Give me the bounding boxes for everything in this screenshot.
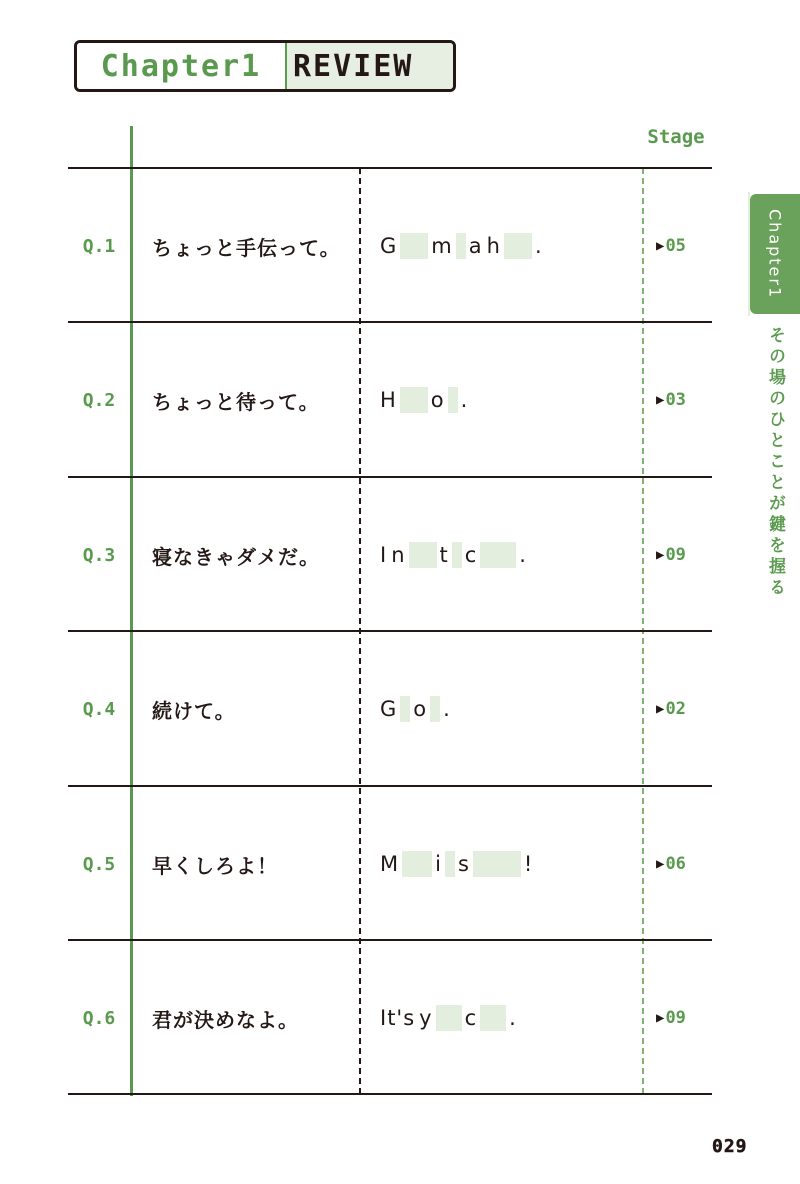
answer-blank[interactable]	[400, 696, 410, 722]
answer-blank[interactable]	[480, 1005, 506, 1031]
table-row	[68, 787, 712, 941]
chapter-title: Chapter1	[77, 43, 285, 89]
table-row	[68, 323, 712, 477]
play-arrow-icon: ▶	[656, 392, 665, 408]
table-row	[68, 632, 712, 786]
stage-number: 02	[665, 699, 686, 719]
english-answer	[378, 941, 519, 1095]
chapter-title-badge	[74, 40, 456, 92]
question-number: Q.4	[82, 698, 116, 720]
question-number: Q.5	[82, 853, 116, 875]
english-answer	[378, 169, 545, 323]
answer-letter: n	[391, 543, 406, 567]
table-row	[68, 941, 712, 1095]
english-answer	[378, 787, 535, 941]
answer-letter: G	[380, 697, 398, 721]
play-arrow-icon: ▶	[656, 238, 665, 254]
english-answer	[378, 478, 529, 632]
answer-letter: o	[413, 697, 428, 721]
answer-blank[interactable]	[452, 542, 462, 568]
play-arrow-icon: ▶	[656, 547, 665, 563]
question-number: Q.3	[82, 544, 116, 566]
question-number: Q.2	[82, 389, 116, 411]
answer-letter: H	[380, 388, 397, 412]
page-number: 029	[712, 1136, 748, 1157]
answer-letter: It's	[380, 1006, 416, 1030]
answer-letter: h	[486, 234, 501, 258]
answer-letter: I	[380, 543, 388, 567]
answer-blank[interactable]	[445, 851, 455, 877]
play-arrow-icon: ▶	[656, 1010, 665, 1026]
answer-blank[interactable]	[402, 851, 432, 877]
question-number: Q.6	[82, 1007, 116, 1029]
chapter-side-caption: その場のひとことが鍵を握る	[765, 326, 785, 599]
stage-reference	[656, 478, 686, 632]
answer-letter: i	[435, 852, 442, 876]
stage-reference	[656, 632, 686, 786]
question-number: Q.1	[82, 235, 116, 257]
stage-number: 03	[665, 390, 686, 410]
english-answer	[378, 632, 453, 786]
answer-letter: a	[468, 234, 483, 258]
answer-letter: .	[534, 234, 543, 258]
stage-number: 09	[665, 1008, 686, 1028]
answer-letter: M	[380, 852, 400, 876]
play-arrow-icon: ▶	[656, 856, 665, 872]
japanese-phrase: 続けて。	[152, 698, 236, 723]
answer-blank[interactable]	[409, 542, 437, 568]
japanese-phrase: 寝なきゃダメだ。	[152, 544, 320, 569]
answer-blank[interactable]	[436, 1005, 462, 1031]
answer-letter: .	[443, 697, 451, 721]
answer-blank[interactable]	[456, 233, 466, 259]
stage-number: 05	[665, 236, 686, 256]
chapter-side-tab-label: Chapter1	[765, 208, 785, 300]
answer-letter: c	[464, 543, 478, 567]
japanese-phrase: 早くしろよ！	[152, 853, 278, 878]
english-answer	[378, 323, 470, 477]
answer-blank[interactable]	[400, 387, 428, 413]
answer-blank[interactable]	[430, 696, 440, 722]
stage-column-header: Stage	[647, 126, 705, 148]
answer-letter: y	[419, 1006, 433, 1030]
japanese-phrase: ちょっと待って。	[152, 389, 320, 414]
play-arrow-icon: ▶	[656, 701, 665, 717]
stage-reference	[656, 169, 686, 323]
stage-reference	[656, 941, 686, 1095]
chapter-side-tab[interactable]	[750, 194, 800, 314]
stage-reference	[656, 323, 686, 477]
japanese-phrase: 君が決めなよ。	[152, 1007, 299, 1032]
answer-letter: c	[464, 1006, 478, 1030]
answer-blank[interactable]	[448, 387, 458, 413]
table-row	[68, 169, 712, 323]
answer-letter: s	[457, 852, 470, 876]
stage-number: 09	[665, 545, 686, 565]
answer-blank[interactable]	[480, 542, 516, 568]
review-title: REVIEW	[287, 43, 453, 89]
answer-letter: t	[439, 543, 449, 567]
japanese-phrase: ちょっと手伝って。	[152, 235, 341, 260]
answer-letter: o	[430, 388, 445, 412]
answer-letter: G	[380, 234, 398, 258]
stage-reference	[656, 787, 686, 941]
answer-letter: .	[519, 543, 527, 567]
answer-blank[interactable]	[400, 233, 428, 259]
answer-letter: .	[509, 1006, 517, 1030]
answer-letter: m	[431, 234, 453, 258]
answer-blank[interactable]	[473, 851, 521, 877]
answer-blank[interactable]	[504, 233, 532, 259]
answer-letter: !	[523, 852, 534, 876]
stage-number: 06	[665, 854, 686, 874]
table-row	[68, 478, 712, 632]
answer-letter: .	[460, 388, 469, 412]
